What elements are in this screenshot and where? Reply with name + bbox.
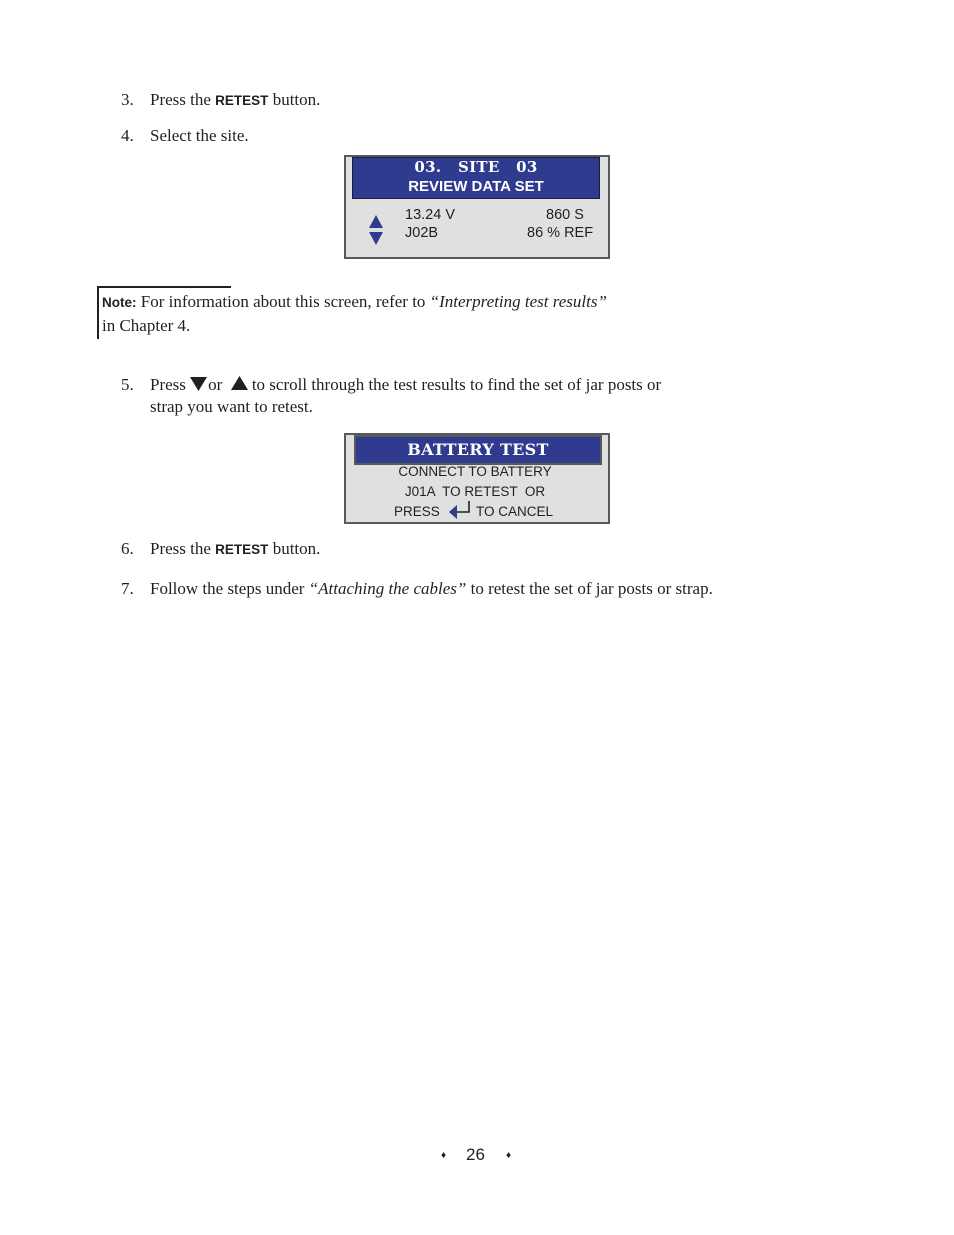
step-text: Press the: [150, 90, 216, 109]
step-5: [121, 374, 661, 418]
step-text-end: to retest the set of jar posts or strap.: [466, 579, 713, 598]
up-down-arrows-icon: [368, 214, 384, 246]
down-arrow-icon: [190, 376, 207, 391]
lcd-battery-title: BATTERY TEST: [407, 440, 549, 459]
lcd-header-bar: [354, 435, 602, 465]
lcd-review-data-set: [344, 155, 610, 259]
lcd-ref-percent: 86 % REF: [527, 225, 594, 241]
retest-key-label: RETEST: [215, 93, 269, 108]
note-label: Note:: [102, 295, 137, 310]
note-body-line2: in Chapter 4.: [102, 316, 191, 335]
note-left-rule: [97, 286, 99, 339]
lcd-header-bar: [352, 157, 600, 199]
step-text: Press the: [150, 539, 216, 558]
note-text: [102, 290, 607, 337]
lcd-line-connect: CONNECT TO BATTERY: [398, 464, 552, 479]
footer-bullet-right-icon: ♦: [506, 1150, 512, 1161]
step-text-or: or: [208, 375, 227, 394]
footer-bullet-left-icon: ♦: [441, 1150, 447, 1161]
lcd-line-cancel: TO CANCEL: [476, 504, 554, 519]
lcd-voltage: 13.24 V: [405, 207, 455, 223]
step-number: 3.: [121, 90, 134, 109]
step-text-end: button.: [268, 90, 321, 109]
note-body: For information about this screen, refer to: [136, 292, 430, 311]
lcd-line-retest: J01A TO RETEST OR: [404, 484, 546, 499]
step-text-end: button.: [268, 539, 321, 558]
step-number: 4.: [121, 126, 134, 145]
lcd-jar-id: J02B: [405, 225, 439, 241]
step-4: [121, 125, 249, 147]
step-number: 6.: [121, 539, 134, 558]
step-text-line2: strap you want to retest.: [150, 397, 313, 416]
page-number: 26: [466, 1145, 485, 1164]
step-6: [121, 538, 320, 561]
lcd-line-press: PRESS: [394, 504, 440, 519]
note-reference-link: “Interpreting test results”: [429, 292, 607, 311]
up-arrow-icon: [231, 376, 248, 391]
step-text: Press: [150, 375, 191, 394]
step-text: Follow the steps under: [150, 579, 309, 598]
retest-key-label: RETEST: [215, 542, 269, 557]
attaching-cables-reference: “Attaching the cables”: [308, 579, 467, 598]
note-top-rule: [97, 286, 231, 288]
step-3: [121, 89, 320, 112]
lcd-site-title: 03. SITE 03: [414, 158, 538, 176]
lcd-siemens: 860 S: [546, 207, 584, 223]
step-number: 7.: [121, 579, 134, 598]
lcd-subtitle: REVIEW DATA SET: [408, 178, 544, 195]
lcd-battery-test: [344, 433, 610, 524]
step-text-end: to scroll through the test results to find the set of jar posts or: [247, 375, 662, 394]
step-number: 5.: [121, 375, 134, 394]
step-7: [121, 578, 713, 600]
enter-key-icon: [448, 500, 472, 520]
step-text: Select the site.: [150, 126, 249, 145]
